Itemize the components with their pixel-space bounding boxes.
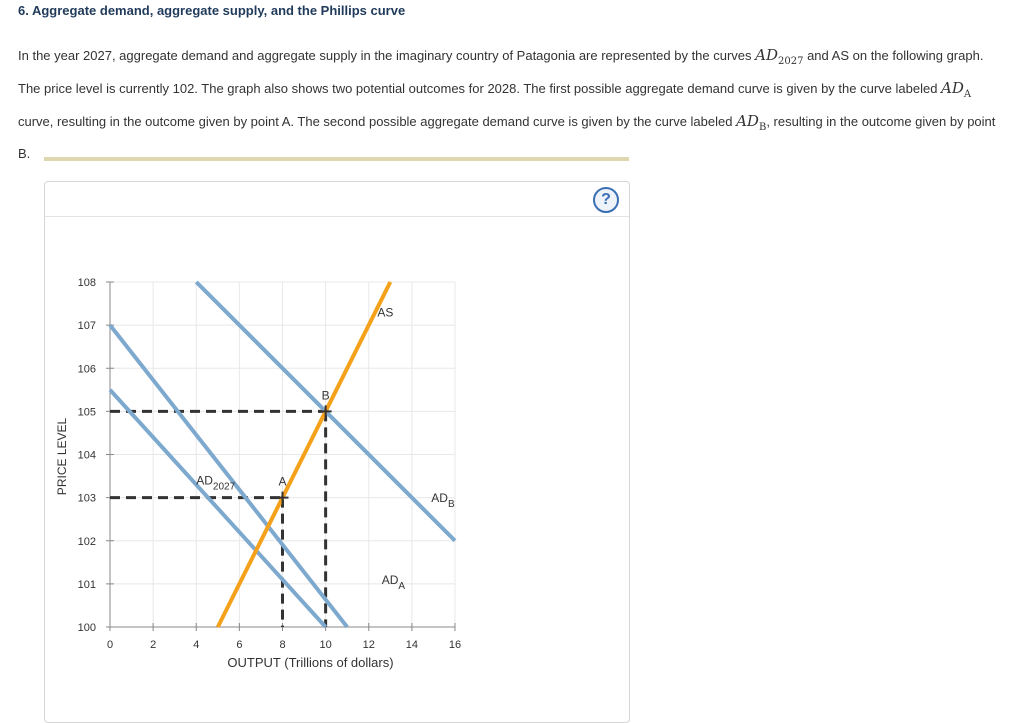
x-tick-label: 16: [448, 639, 462, 651]
x-tick-label: 14: [405, 639, 418, 651]
y-tick-label: 107: [77, 320, 96, 333]
curve-label-adA: $AD_A$: [381, 572, 406, 592]
intro-text-4: , resulting in the outcome given by point B.: [18, 114, 996, 161]
intro-text-1: In the year 2027, aggregate demand and aggregate supply in the imaginary country of Patagonia are represented by the curves: [18, 48, 756, 63]
y-tick-label: 106: [77, 363, 96, 376]
ad2027-math: $AD_{2027}$: [755, 46, 804, 67]
ada-math: $AD_A$: [941, 79, 972, 100]
y-tick-label: 101: [77, 578, 96, 591]
curve-adA: [110, 325, 347, 627]
x-tick-label: 12: [362, 639, 375, 651]
y-tick-label: 102: [77, 535, 96, 548]
y-axis-label: PRICE LEVEL: [55, 417, 69, 496]
chart-ticks: [78, 277, 461, 651]
intro-text-2: and AS on the following graph. The price level is currently 102. The graph also shows two potential outcomes for 2028. The first possible aggregate demand curve is given by the curve labeled: [18, 48, 984, 96]
y-tick-label: 108: [77, 277, 96, 289]
y-tick-label: 105: [77, 406, 96, 419]
curve-label-ad2027: $AD_{2027}$: [196, 473, 236, 493]
x-tick-label: 8: [279, 639, 286, 651]
y-tick-label: 103: [77, 492, 96, 505]
curve-ad2027: [110, 390, 326, 627]
x-tick-label: 4: [193, 639, 200, 651]
curve-label-adB: $AD_B$: [431, 490, 455, 510]
page-title: 6. Aggregate demand, aggregate supply, and the Phillips curve: [18, 3, 406, 18]
dashed-guides: [110, 411, 326, 627]
intro-text-3: curve, resulting in the outcome given by point A. The second possible aggregate demand curve is given by the curve labeled: [18, 114, 737, 129]
x-tick-label: 6: [236, 639, 243, 651]
curve-label-as: AS: [377, 305, 394, 320]
adb-math: $AD_B$: [736, 112, 767, 133]
help-icon[interactable]: ?: [593, 187, 619, 213]
point-label-A: A: [278, 474, 287, 489]
x-tick-label: 10: [319, 639, 332, 651]
y-tick-label: 100: [77, 622, 96, 634]
chart-grid: [110, 282, 455, 627]
x-tick-label: 0: [106, 639, 114, 651]
y-tick-label: 104: [77, 449, 96, 462]
point-label-B: B: [321, 388, 330, 403]
x-axis-label: OUTPUT (Trillions of dollars): [227, 655, 394, 670]
chart-labels: [55, 306, 455, 671]
x-tick-label: 2: [150, 639, 157, 651]
